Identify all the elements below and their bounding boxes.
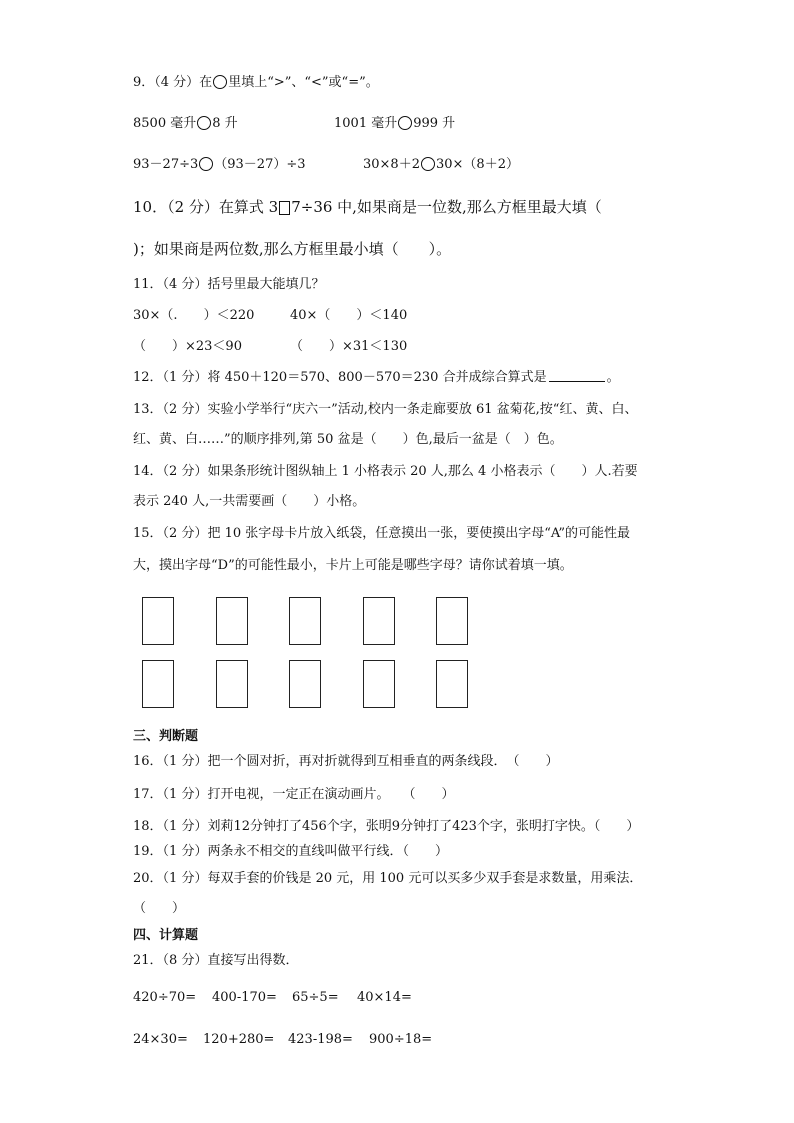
- calc-item: 120+280=: [203, 1032, 275, 1047]
- q10-l1-a: 10．（2 分）在算式 3: [133, 198, 279, 216]
- section3-heading: 三、判断题: [133, 729, 199, 744]
- q9-r1a-right: 8 升: [212, 116, 238, 131]
- answer-circle[interactable]: [421, 157, 435, 171]
- square-box[interactable]: [279, 201, 290, 215]
- q14-line1: 14．（2 分）如果条形统计图纵轴上 1 小格表示 20 人,那么 4 小格表示（ ）人.若要: [133, 464, 638, 479]
- q21-title: 21．（8 分）直接写出得数．: [133, 953, 299, 968]
- q9-title-suffix: 里填上“>”、“<”或“=”。: [228, 75, 379, 90]
- q9-row2-b: [363, 156, 519, 174]
- calc-item: 65÷5=: [292, 990, 339, 1005]
- q9-row2-a: [133, 156, 306, 174]
- calc-item: 420÷70=: [133, 990, 197, 1005]
- circle-icon: [213, 75, 227, 89]
- q9-r2a-right: （93－27）÷3: [214, 157, 306, 172]
- q9-title-prefix: 9．（4 分）在: [133, 75, 213, 90]
- q10-line2: )；如果商是两位数,那么方框里最小填（ ）。: [133, 240, 452, 258]
- letter-card[interactable]: [289, 597, 321, 645]
- q13-line2: 红、黄、白……”的顺序排列,第 50 盆是（ ）色,最后一盆是（ ）色。: [133, 432, 563, 447]
- q11-c: （ ）×23＜90: [133, 339, 242, 354]
- q15-line1: 15．（2 分）把 10 张字母卡片放入纸袋，任意摸出一张，要使摸出字母“A”的可能性最: [133, 526, 631, 541]
- letter-card[interactable]: [363, 597, 395, 645]
- q10-l1-b: 7÷36 中,如果商是一位数,那么方框里最大填（: [291, 198, 602, 216]
- q11-title: 11．（4 分）括号里最大能填几？: [133, 277, 325, 292]
- answer-circle[interactable]: [199, 157, 213, 171]
- q13-line1: 13．（2 分）实验小学举行“庆六一”活动,校内一条走廊要放 61 盆菊花,按“红、黄、白、: [133, 402, 638, 417]
- q14-line2: 表示 240 人,一共需要画（ ）小格。: [133, 494, 366, 509]
- letter-card[interactable]: [289, 660, 321, 708]
- q20-line2: （ ）: [133, 901, 186, 916]
- q9-row1-b: [334, 115, 455, 133]
- q11-b: 40×（ ）＜140: [290, 308, 408, 323]
- answer-circle[interactable]: [197, 116, 211, 130]
- letter-card[interactable]: [436, 660, 468, 708]
- q9-r2a-left: 93－27÷3: [133, 157, 199, 172]
- q16-line: 16．（1 分）把一个圆对折，再对折就得到互相垂直的两条线段． （ ）: [133, 754, 559, 769]
- q12-line: [133, 369, 620, 387]
- calc-item: 40×14=: [357, 990, 412, 1005]
- letter-card[interactable]: [363, 660, 395, 708]
- q11-a: 30×（. ）＜220: [133, 308, 255, 323]
- calc-item: 900÷18=: [369, 1032, 433, 1047]
- q9-r2b-left: 30×8＋2: [363, 157, 420, 172]
- letter-card[interactable]: [142, 660, 174, 708]
- q9-r2b-right: 30×（8＋2）: [435, 157, 519, 172]
- letter-card[interactable]: [142, 597, 174, 645]
- calc-item: 400-170=: [212, 990, 277, 1005]
- q9-title: [133, 74, 379, 92]
- letter-card[interactable]: [436, 597, 468, 645]
- answer-circle[interactable]: [398, 116, 412, 130]
- calc-item: 423-198=: [288, 1032, 353, 1047]
- letter-card[interactable]: [216, 660, 248, 708]
- q11-d: （ ）×31＜130: [290, 339, 408, 354]
- q19-line: 19．（1 分）两条永不相交的直线叫做平行线．（ ）: [133, 844, 448, 859]
- letter-card[interactable]: [216, 597, 248, 645]
- q18-line: 18．（1 分）刘莉12分钟打了456个字，张明9分钟打了423个字，张明打字快。（ ）: [133, 819, 640, 834]
- q10-line1: [133, 198, 602, 216]
- q9-r1a-left: 8500 毫升: [133, 116, 197, 131]
- q12-end: 。: [606, 370, 620, 385]
- q9-r1b-right: 999 升: [413, 116, 456, 131]
- q17-line: 17．（1 分）打开电视，一定正在演动画片。 （ ）: [133, 787, 455, 802]
- q9-r1b-left: 1001 毫升: [334, 116, 398, 131]
- section4-heading: 四、计算题: [133, 928, 199, 943]
- q20-line1: 20．（1 分）每双手套的价钱是 20 元，用 100 元可以买多少双手套是求数量，用乘法．: [133, 871, 643, 886]
- q15-line2: 大，摸出字母“D”的可能性最小，卡片上可能是哪些字母？请你试着填一填。: [133, 558, 573, 573]
- calc-item: 24×30=: [133, 1032, 188, 1047]
- q12-text: 12．（1 分）将 450＋120＝570、800－570＝230 合并成综合算式是: [133, 370, 547, 385]
- q9-row1-a: [133, 115, 238, 133]
- answer-blank[interactable]: [549, 369, 605, 382]
